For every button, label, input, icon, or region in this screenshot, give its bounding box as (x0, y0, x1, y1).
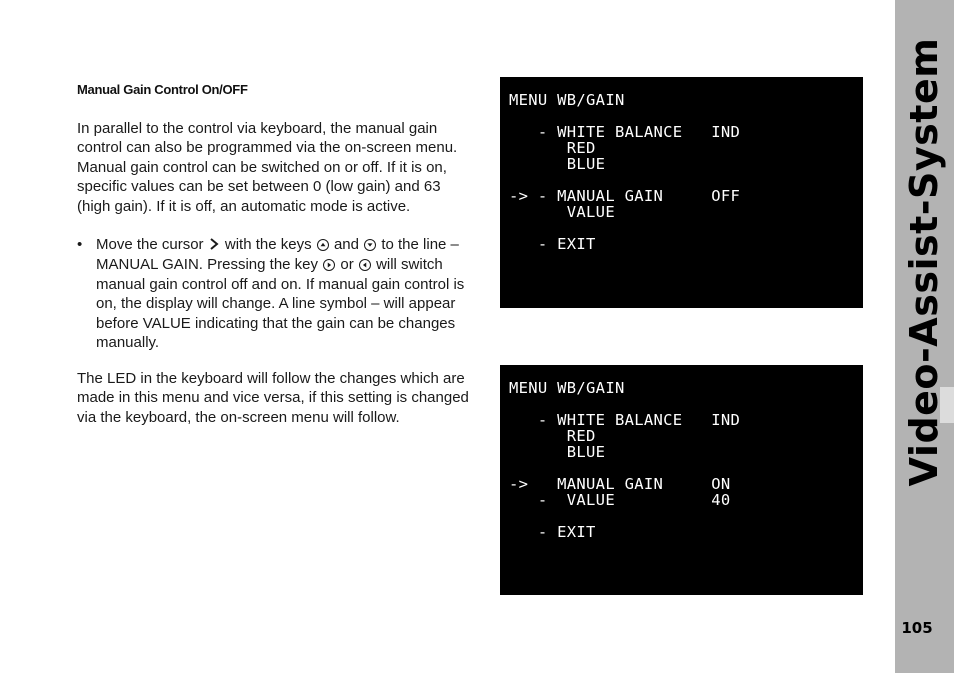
down-key-icon (364, 239, 376, 251)
chapter-title: Video-Assist-System (902, 37, 946, 487)
section-heading: Manual Gain Control On/OFF (77, 82, 248, 97)
cursor-chevron-icon (210, 236, 219, 255)
bullet-marker: • (77, 236, 83, 253)
bullet-text-4: to the line – MANUAL GAIN. Pressing the key (96, 236, 459, 274)
bullet-text-6: will switch manual gain control off and on. If manual gain control is on, the display will change. A line symbol – will appear before VALUE indicating that the gain can be changes manually. (96, 256, 465, 352)
osd-screen-gain-on (500, 365, 863, 595)
instruction-bullet (77, 235, 469, 352)
bullet-text-2: with the keys (224, 236, 312, 253)
up-key-icon (317, 239, 329, 251)
intro-paragraph: In parallel to the control via keyboard, the manual gain control can also be programmed via the on-screen menu. Manual gain control can be switched on or off. If it is on, specific values can be set between 0 (low gain) and 63 (high gain). If it is off, an automatic mode is active. (77, 120, 458, 215)
bullet-text-3: and (333, 236, 359, 253)
right-key-icon (323, 259, 335, 271)
osd-menu-text: MENU WB/GAIN - WHITE BALANCE IND RED BLUE -> - MANUAL GAIN OFF VALUE - EXIT (509, 91, 741, 253)
bullet-text-1: Move the cursor (96, 236, 204, 253)
left-key-icon (359, 259, 371, 271)
bullet-text (96, 235, 469, 352)
bullet-text-5: or (340, 256, 354, 274)
osd-screen-gain-off (500, 77, 863, 308)
osd-menu-text: MENU WB/GAIN - WHITE BALANCE IND RED BLUE -> MANUAL GAIN ON - VALUE 40 - EXIT (509, 379, 741, 541)
page-number: 105 (901, 619, 933, 637)
led-paragraph: The LED in the keyboard will follow the changes which are made in this menu and vice versa, if this setting is changed via the keyboard, the on-screen menu will follow. (77, 370, 469, 426)
